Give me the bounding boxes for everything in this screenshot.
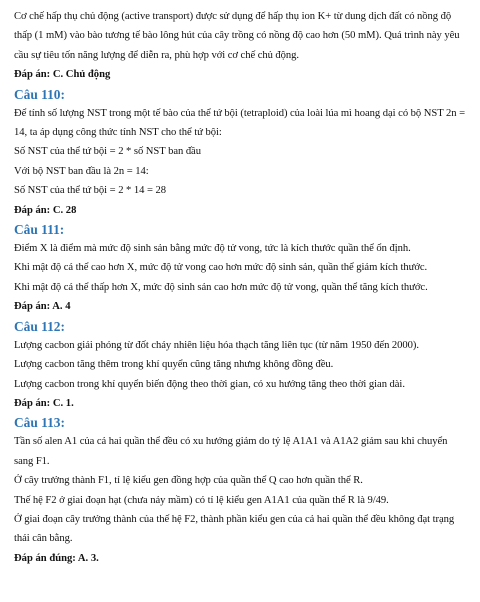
paragraph-113-f2-adult: Ở giai đoạn cây trưởng thành của thế hệ F2, thành phần kiểu gen của cả hai quần thể đều không đạt trạng thái cân bằng. — [14, 513, 455, 545]
paragraph-110-formula: Số NST của thể tứ bội = 2 * số NST ban đầu — [14, 146, 201, 158]
paragraph-111-below-x: Khi mật độ cá thể thấp hơn X, mức độ sinh sản cao hơn mức độ tử vong, quần thể tăng kích thước. — [14, 281, 428, 293]
answer-109: Đáp án: C. Chủ động — [14, 69, 111, 81]
paragraph-110-intro: Để tính số lượng NST trong một tế bào của thể tứ bội (tetraploid) của loài lúa mì hoang dại có bộ NST 2n = 14, ta áp dụng công thức tính NST cho thể tứ bội: — [14, 107, 466, 139]
paragraph-active-transport: Cơ chế hấp thụ chủ động (active transport) được sử dụng để hấp thụ ion K+ từ dung dịch đất có nồng độ thấp (1 mM) vào bào tương tế bào lông hút của cây trồng có nồng độ cao hơn (50 mM). Quá trình này yêu cầu sự tiêu tốn năng lượng để diễn ra, phù hợp với cơ chế chủ động. — [14, 11, 460, 61]
question-heading-113: Câu 113: — [14, 415, 65, 431]
paragraph-112-atmosphere: Lượng cacbon tăng thêm trong khí quyển cũng tăng nhưng không đồng đều. — [14, 359, 334, 371]
paragraph-110-result: Số NST của thể tứ bội = 2 * 14 = 28 — [14, 185, 166, 197]
paragraph-110-given: Với bộ NST ban đầu là 2n = 14: — [14, 165, 149, 177]
paragraph-113-allele: Tần số alen A1 của cả hai quần thể đều có xu hướng giảm do tỷ lệ A1A1 và A1A2 giảm sau khi chuyển sang F1. — [14, 436, 448, 467]
answer-113: Đáp án đúng: A. 3. — [14, 552, 99, 564]
paragraph-112-trend: Lượng cacbon trong khí quyển biến động theo thời gian, có xu hướng tăng theo thời gian dài. — [14, 378, 405, 390]
paragraph-113-f2-seed: Thế hệ F2 ở giai đoạn hạt (chưa nảy mầm) có tỉ lệ kiểu gen A1A1 của quần thể R là 9/49. — [14, 494, 389, 506]
answer-112: Đáp án: C. 1. — [14, 397, 74, 409]
paragraph-111-above-x: Khi mật độ cá thể cao hơn X, mức độ tử vong cao hơn mức độ sinh sản, quần thể giảm kích thước. — [14, 262, 428, 274]
question-heading-112: Câu 112: — [14, 318, 65, 334]
answer-111: Đáp án: A. 4 — [14, 301, 71, 313]
paragraph-112-fossil: Lượng cacbon giải phóng từ đốt cháy nhiên liệu hóa thạch tăng liên tục (từ năm 1950 đến 2000). — [14, 339, 419, 351]
question-heading-111: Câu 111: — [14, 222, 65, 238]
answer-110: Đáp án: C. 28 — [14, 204, 77, 216]
question-heading-110: Câu 110: — [14, 86, 65, 102]
paragraph-113-f1: Ở cây trưởng thành F1, tỉ lệ kiểu gen đồng hợp của quần thể Q cao hơn quần thể R. — [14, 475, 363, 487]
paragraph-111-point-x: Điểm X là điểm mà mức độ sinh sản bằng mức độ tử vong, tức là kích thước quần thể ổn định. — [14, 243, 411, 255]
